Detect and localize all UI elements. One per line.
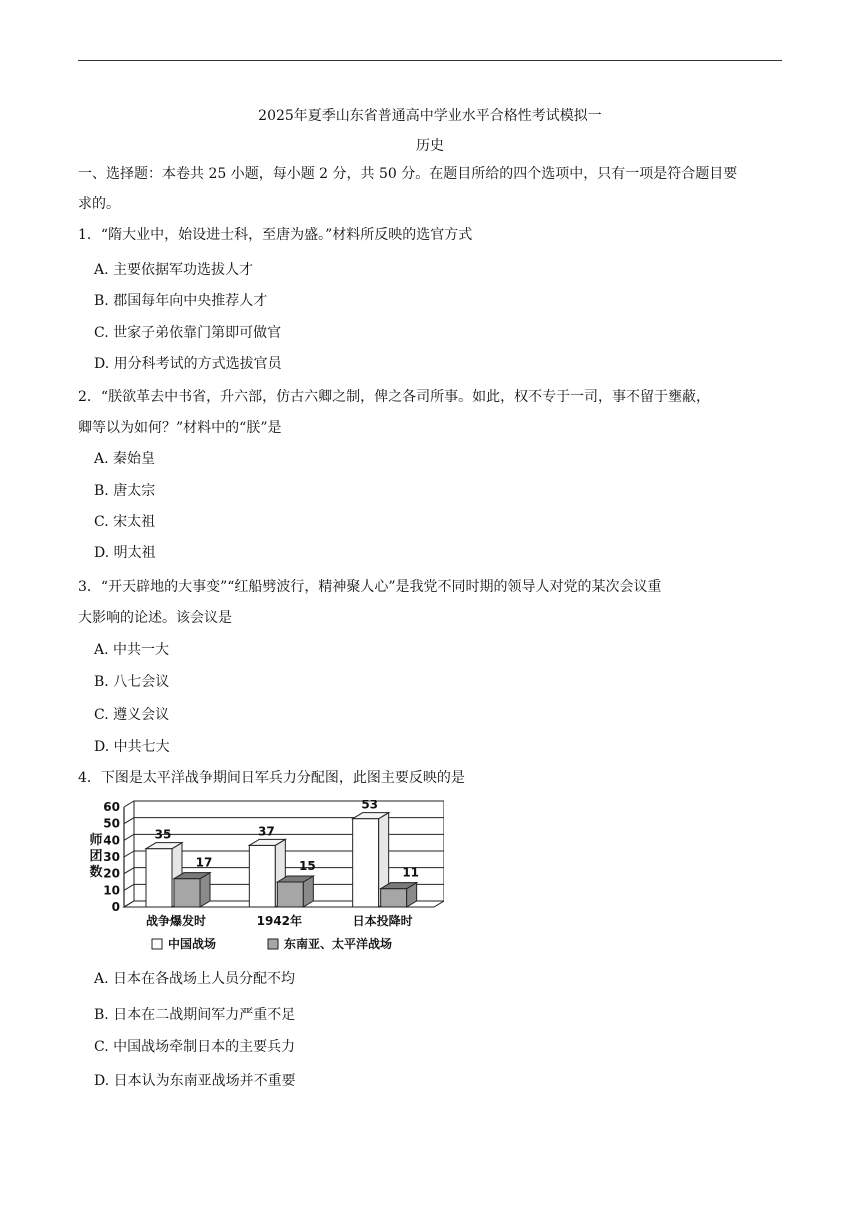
gridline-diagonal <box>124 834 134 840</box>
y-tick-label: 0 <box>111 900 120 914</box>
y-tick-label: 30 <box>103 850 120 864</box>
q1-option-a[interactable]: A. 主要依据军功选拔人才 <box>94 262 254 278</box>
bar-front <box>249 845 275 907</box>
header-rule <box>78 60 782 61</box>
legend-label: 东南亚、太平洋战场 <box>284 937 393 951</box>
bar-front <box>353 819 379 907</box>
question-4-stem: 4．下图是太平洋战争期间日军兵力分配图，此图主要反映的是 <box>78 770 465 786</box>
q3-option-d[interactable]: D. 中共七大 <box>94 739 170 755</box>
q2-option-c[interactable]: C. 宋太祖 <box>94 514 156 530</box>
y-tick-label: 20 <box>103 866 120 881</box>
data-label: 35 <box>154 827 172 842</box>
data-label: 53 <box>361 800 379 812</box>
category-label: 日本投降时 <box>352 914 413 928</box>
q2-option-b[interactable]: B. 唐太宗 <box>94 483 156 499</box>
category-label: 战争爆发时 <box>145 914 207 928</box>
section-instructions: 一、选择题：本卷共 25 小题，每小题 2 分，共 50 分。在题目所给的四个选项中，只有一项是符合题目要 <box>78 166 738 182</box>
y-axis-label-char: 师 <box>89 833 103 848</box>
bar-front <box>146 849 172 907</box>
q4-option-b[interactable]: B. 日本在二战期间军力严重不足 <box>94 1007 296 1023</box>
question-3-stem-cont: 大影响的论述。该会议是 <box>78 610 232 626</box>
bar-front <box>174 879 200 907</box>
bar-front <box>381 889 407 907</box>
gridline-diagonal <box>124 818 134 824</box>
legend-swatch <box>268 939 278 949</box>
question-1-stem: 1．“隋大业中，始设进士科，至唐为盛。”材料所反映的选官方式 <box>78 227 473 243</box>
q3-option-a[interactable]: A. 中共一大 <box>94 642 170 658</box>
question-2-stem-cont: 卿等以为如何？”材料中的“朕”是 <box>78 420 282 436</box>
chart-legend <box>152 936 392 951</box>
y-tick-label: 10 <box>103 883 120 898</box>
question-2-stem: 2．“朕欲革去中书省，升六部，仿古六卿之制，俾之各司所事。如此，权不专于一司，事不留于壅蔽， <box>78 389 711 405</box>
y-tick-label: 40 <box>103 833 120 848</box>
data-label: 15 <box>298 859 316 873</box>
q1-option-d[interactable]: D. 用分科考试的方式选拔官员 <box>94 356 282 372</box>
y-tick-label: 50 <box>103 816 120 831</box>
legend-swatch <box>152 939 162 949</box>
q2-option-d[interactable]: D. 明太祖 <box>94 545 156 561</box>
legend-label: 中国战场 <box>168 937 217 951</box>
y-axis-label-char: 数 <box>89 865 103 880</box>
q1-option-b[interactable]: B. 郡国每年向中央推荐人才 <box>94 293 268 309</box>
gridline-diagonal <box>124 801 134 807</box>
q3-option-b[interactable]: B. 八七会议 <box>94 674 170 690</box>
troop-distribution-chart <box>84 800 444 960</box>
q4-option-c[interactable]: C. 中国战场牵制日本的主要兵力 <box>94 1039 296 1055</box>
data-label: 11 <box>402 865 420 880</box>
y-tick-label: 60 <box>103 800 120 814</box>
y-axis-label-char: 团 <box>89 849 103 864</box>
category-label: 1942年 <box>256 914 303 928</box>
gridline-diagonal <box>124 868 134 874</box>
question-3-stem: 3．“开天辟地的大事变”“红船劈波行，精神聚人心”是我党不同时期的领导人对党的某次会议重 <box>78 579 662 595</box>
chart-axes <box>89 800 124 914</box>
data-label: 37 <box>257 824 275 839</box>
q4-option-a[interactable]: A. 日本在各战场上人员分配不均 <box>94 971 296 987</box>
subject-title: 历史 <box>416 138 444 154</box>
page-title: 2025年夏季山东省普通高中学业水平合格性考试模拟一 <box>258 108 602 124</box>
q1-option-c[interactable]: C. 世家子弟依靠门第即可做官 <box>94 325 282 341</box>
data-label: 17 <box>195 855 213 870</box>
q4-option-d[interactable]: D. 日本认为东南亚战场并不重要 <box>94 1073 296 1089</box>
gridline-diagonal <box>124 884 134 890</box>
q3-option-c[interactable]: C. 遵义会议 <box>94 707 170 723</box>
chart-bars <box>146 813 420 907</box>
q2-option-a[interactable]: A. 秦始皇 <box>94 451 156 467</box>
bar-front <box>277 882 303 907</box>
gridline-diagonal <box>124 851 134 857</box>
section-instructions-cont: 求的。 <box>78 196 120 212</box>
